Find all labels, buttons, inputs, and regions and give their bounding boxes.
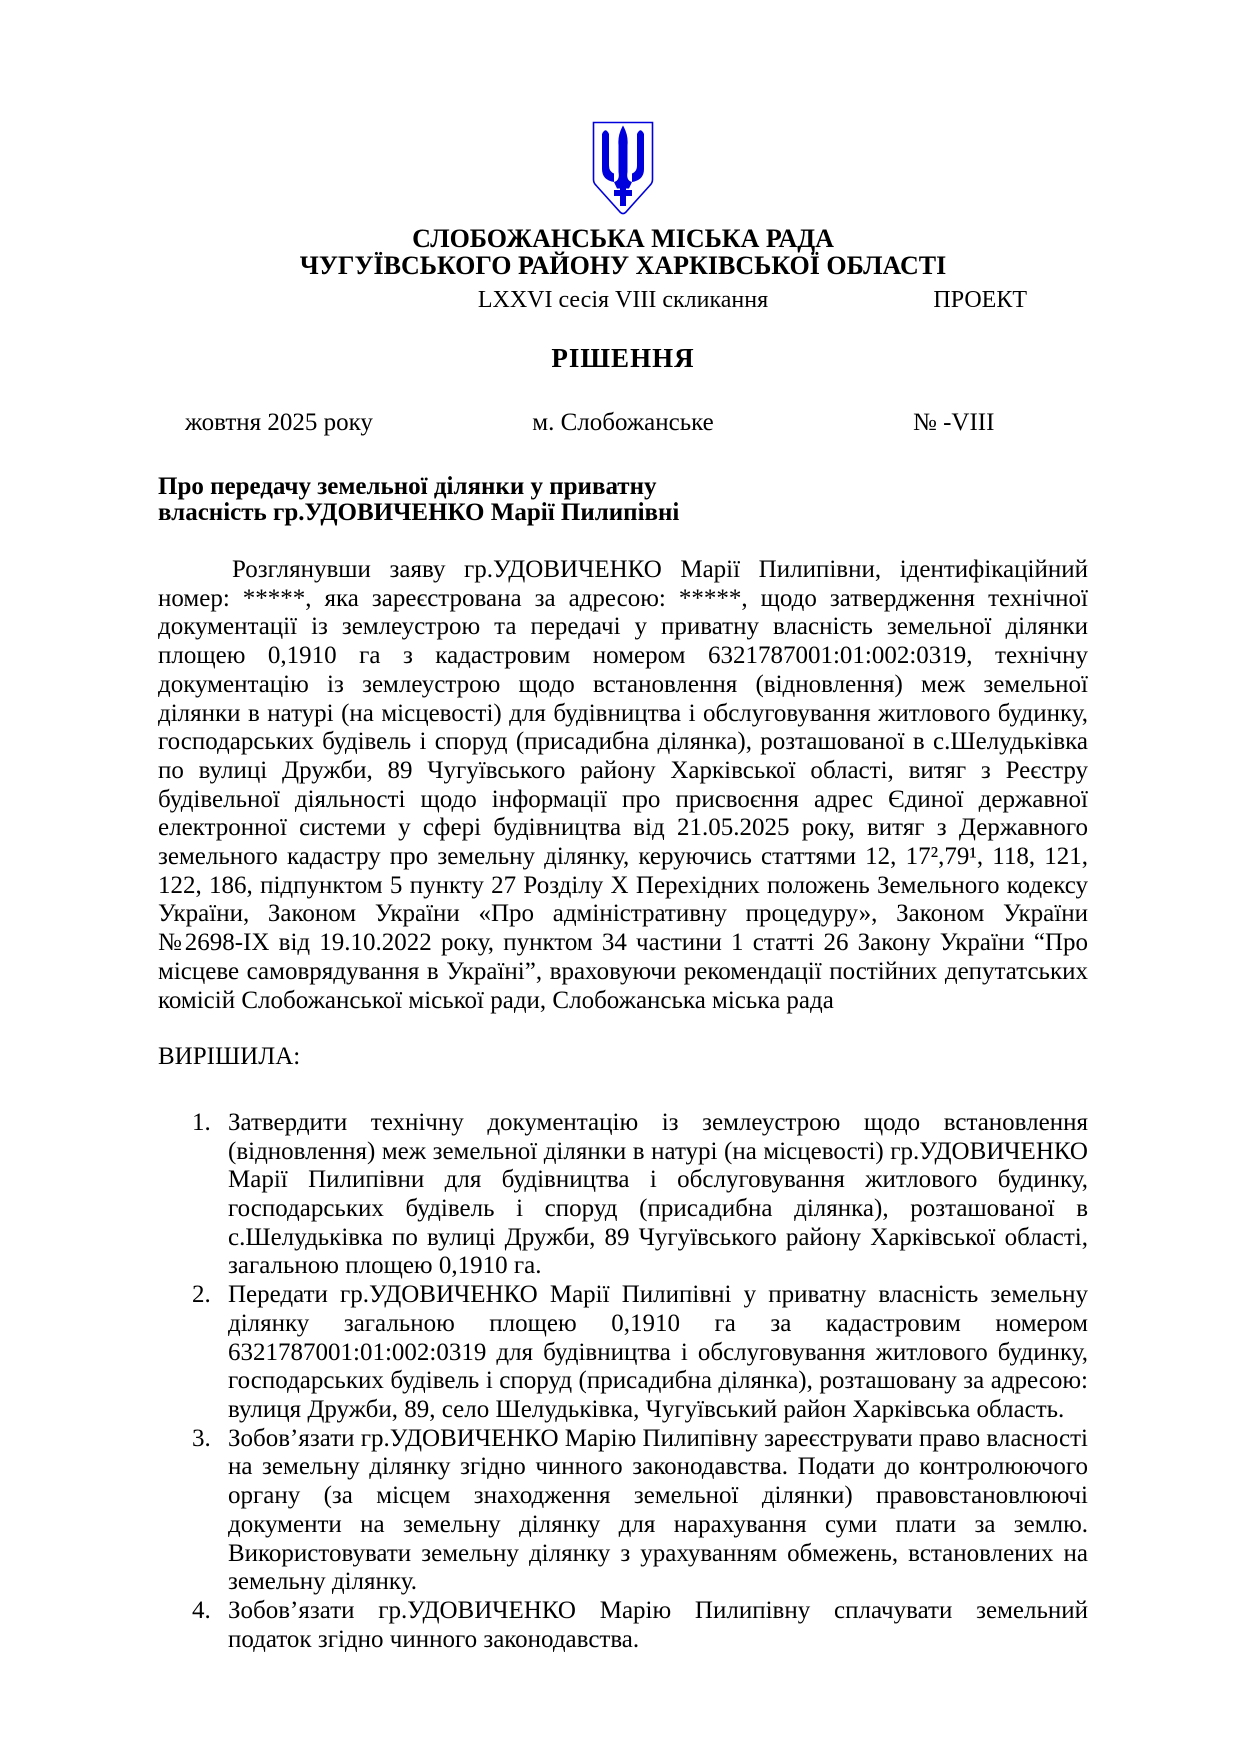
document-header [158,0,1088,526]
resolution-item-2 [158,1281,1088,1425]
document-type-title: РІШЕННЯ [551,343,695,373]
ukraine-trident-emblem-icon [591,120,655,217]
item-text: Зобов’язати гр.УДОВИЧЕНКО Марію Пилипівну сплачувати земельний податок згідно чинного законодавства. [228,1596,1088,1653]
emblem-container [158,0,1088,217]
item-text: Затвердити технічну документацію із землеустрою щодо встановлення (відновлення) меж земельної ділянки в натурі (на місцевості) гр.УДОВИЧЕНКО Марії Пилипівни для будівництва і обслуговування житлового будинку, господарських будівель і споруд (присадибна ділянка), розташованої в с.Шелудьківка по вулиці Дружби, 89 Чугуївського району Харківської області, загальною площею 0,1910 га. [228,1108,1088,1280]
document-body [158,556,1088,1654]
project-label: ПРОЕКТ [933,287,1027,313]
session-line: LXXVI сесія VIII скликання [477,287,769,313]
resolved-label: ВИРІШИЛА: [158,1043,301,1071]
subject-line1: Про передачу земельної ділянки у приватну [158,473,657,500]
resolution-item-3 [158,1425,1088,1597]
item-number: 3. [192,1424,211,1452]
meta-date: жовтня 2025 року [185,409,373,436]
item-number: 1. [192,1108,211,1136]
item-text: Зобов’язати гр.УДОВИЧЕНКО Марію Пилипівну зареєструвати право власності на земельну ділянку згідно чинного законодавства. Подати до контролюючого органу (за місцем знаходження земельної ділянки) правовстановлюючі документи на земельну ділянку для нарахування суми плати за землю. Використовувати земельну ділянку з урахуванням обмежень, встановлених на земельну ділянку. [228,1424,1088,1596]
resolution-items-list [158,1109,1088,1654]
meta-place: м. Слобожанське [532,409,714,436]
item-number: 2. [192,1281,211,1309]
subject-block [158,474,1088,526]
item-number: 4. [192,1596,211,1624]
org-name-block [158,225,1088,279]
org-name-line2: ЧУГУЇВСЬКОГО РАЙОНУ ХАРКІВСЬКОЇ ОБЛАСТІ [299,251,947,280]
subject-line2: власність гр.УДОВИЧЕНКО Марії Пилипівні [158,499,680,526]
session-row [158,287,1088,314]
item-text: Передати гр.УДОВИЧЕНКО Марії Пилипівні у приватну власність земельну ділянку загальною площею 0,1910 га за кадастровим номером 6321787001:01:002:0319 для будівництва і обслуговування житлового будинку, господарських будівель і споруд (присадибна ділянка), розташовану за адресою: вулиця Дружби, 89, село Шелудьківка, Чугуївський район Харківська область. [228,1281,1088,1423]
preamble-paragraph: Розглянувши заяву гр.УДОВИЧЕНКО Марії Пилипівни, ідентифікаційний номер: *****, яка зареєстрована за адресою: *****, щодо затвердження технічної документації із землеустрою та передачі у приватну власність земельної ділянки площею 0,1910 га з кадастровим номером 6321787001:01:002:0319, технічну документацію із землеустрою щодо встановлення (відновлення) меж земельної ділянки в натурі (на місцевості) для будівництва і обслуговування житлового будинку, господарських будівель і споруд (присадибна ділянка), розташованої в с.Шелудьківка по вулиці Дружби, 89 Чугуївського району Харківської області, витяг з Реєстру будівельної діяльності щодо інформації про присвоєння адрес Єдиної державної електронної системи у сфері будівництва від 21.05.2025 року, витяг з Державного земельного кадастру про земельну ділянку, керуючись статтями 12, 17²,79¹, 118, 121, 122, 186, підпунктом 5 пункту 27 Розділу X Перехідних положень Земельного кодексу України, Законом України «Про адміністративну процедуру», Законом України №2698-IX від 19.10.2022 року, пунктом 34 частини 1 статті 26 Закону України “Про місцеве самоврядування в Україні”, враховуючи рекомендації постійних депутатських комісій Слобожанської міської ради, Слобожанська міська рада [158,556,1088,1014]
meta-row [158,408,1088,438]
resolution-item-1 [158,1109,1088,1281]
meta-number: № -VIII [913,409,995,436]
resolution-item-4 [158,1597,1088,1654]
org-name-line1: СЛОБОЖАНСЬКА МІСЬКА РАДА [412,224,834,253]
